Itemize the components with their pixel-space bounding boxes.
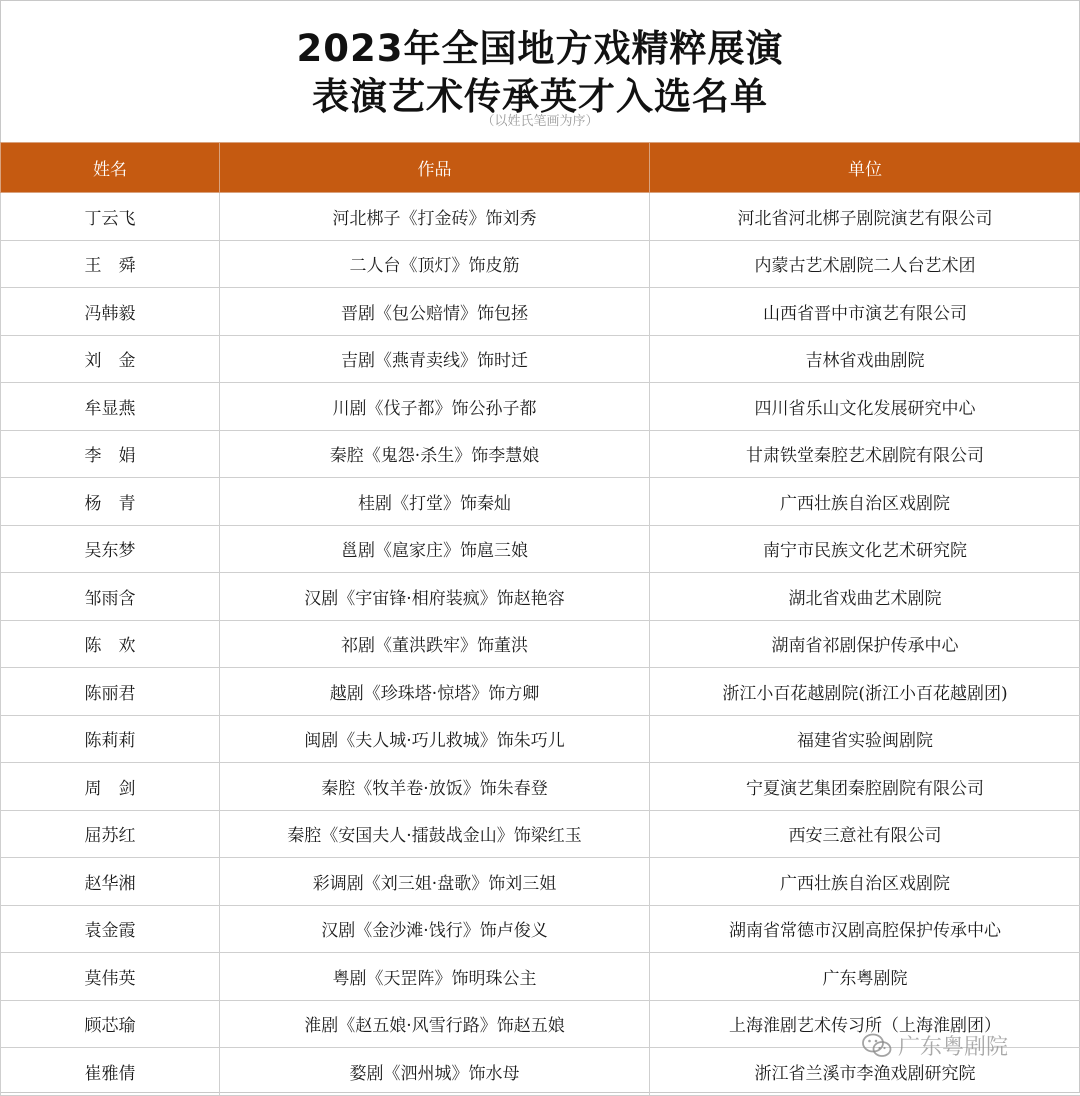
name-cell: 陈莉莉 (1, 715, 220, 763)
table-row (1, 193, 1080, 241)
unit-cell: 南宁市民族文化艺术研究院 (650, 525, 1080, 573)
name-cell: 崔雅倩 (1, 1048, 220, 1096)
work-cell: 川剧《伐子都》饰公孙子都 (220, 383, 650, 431)
table-row (1, 525, 1080, 573)
work-cell: 河北梆子《打金砖》饰刘秀 (220, 193, 650, 241)
watermark-text: 广东粤剧院 (898, 1030, 1008, 1061)
unit-cell: 吉林省戏曲剧院 (650, 335, 1080, 383)
name-cell: 牟显燕 (1, 383, 220, 431)
name-cell: 顾芯瑜 (1, 1000, 220, 1048)
table-row (1, 335, 1080, 383)
page-title-line1: 2023年全国地方戏精粹展演 (0, 18, 1080, 72)
work-cell: 淮剧《赵五娘·风雪行路》饰赵五娘 (220, 1000, 650, 1048)
unit-cell: 甘肃铁堂秦腔艺术剧院有限公司 (650, 430, 1080, 478)
page-title-line2: 表演艺术传承英才入选名单 (0, 66, 1080, 120)
watermark (862, 1030, 1008, 1061)
table-row (1, 383, 1080, 431)
work-cell: 祁剧《董洪跌牢》饰董洪 (220, 620, 650, 668)
name-cell: 丁云飞 (1, 193, 220, 241)
table-body (1, 193, 1080, 1096)
work-cell: 桂剧《打堂》饰秦灿 (220, 478, 650, 526)
work-cell: 晋剧《包公赔情》饰包拯 (220, 288, 650, 336)
column-header-unit: 单位 (650, 143, 1080, 193)
work-cell: 汉剧《金沙滩·饯行》饰卢俊义 (220, 905, 650, 953)
table-row (1, 668, 1080, 716)
table-row (1, 715, 1080, 763)
unit-cell: 上海淮剧艺术传习所（上海淮剧团） (650, 1000, 1080, 1048)
column-header-work: 作品 (220, 143, 650, 193)
table-row (1, 620, 1080, 668)
unit-cell: 浙江小百花越剧院(浙江小百花越剧团) (650, 668, 1080, 716)
name-cell: 吴东梦 (1, 525, 220, 573)
work-cell: 秦腔《安国夫人·擂鼓战金山》饰梁红玉 (220, 810, 650, 858)
name-cell: 陈丽君 (1, 668, 220, 716)
table-row (1, 858, 1080, 906)
name-cell: 周 剑 (1, 763, 220, 811)
work-cell: 闽剧《夫人城·巧儿救城》饰朱巧儿 (220, 715, 650, 763)
name-cell: 陈 欢 (1, 620, 220, 668)
name-cell: 冯韩毅 (1, 288, 220, 336)
work-cell: 秦腔《鬼怨·杀生》饰李慧娘 (220, 430, 650, 478)
unit-cell: 福建省实验闽剧院 (650, 715, 1080, 763)
table-row (1, 240, 1080, 288)
table-header-row (1, 143, 1080, 193)
name-cell: 邹雨含 (1, 573, 220, 621)
table-row (1, 430, 1080, 478)
name-cell: 袁金霞 (1, 905, 220, 953)
nominee-table (0, 142, 1080, 1096)
name-cell: 屈苏红 (1, 810, 220, 858)
work-cell: 粤剧《天罡阵》饰明珠公主 (220, 953, 650, 1001)
unit-cell: 广西壮族自治区戏剧院 (650, 478, 1080, 526)
unit-cell: 广东粤剧院 (650, 953, 1080, 1001)
table-row (1, 478, 1080, 526)
table-row (1, 905, 1080, 953)
page-subtitle: （以姓氏笔画为序） (0, 110, 1080, 129)
wechat-icon (862, 1033, 892, 1059)
unit-cell: 宁夏演艺集团秦腔剧院有限公司 (650, 763, 1080, 811)
unit-cell: 湖南省常德市汉剧高腔保护传承中心 (650, 905, 1080, 953)
work-cell: 婺剧《泗州城》饰水母 (220, 1048, 650, 1096)
name-cell: 刘 金 (1, 335, 220, 383)
unit-cell: 湖南省祁剧保护传承中心 (650, 620, 1080, 668)
name-cell: 王 舜 (1, 240, 220, 288)
unit-cell: 四川省乐山文化发展研究中心 (650, 383, 1080, 431)
table-row (1, 953, 1080, 1001)
name-cell: 莫伟英 (1, 953, 220, 1001)
table-row (1, 573, 1080, 621)
work-cell: 邕剧《扈家庄》饰扈三娘 (220, 525, 650, 573)
name-cell: 杨 青 (1, 478, 220, 526)
table-row (1, 288, 1080, 336)
unit-cell: 广西壮族自治区戏剧院 (650, 858, 1080, 906)
unit-cell: 山西省晋中市演艺有限公司 (650, 288, 1080, 336)
work-cell: 汉剧《宇宙锋·相府装疯》饰赵艳容 (220, 573, 650, 621)
unit-cell: 湖北省戏曲艺术剧院 (650, 573, 1080, 621)
work-cell: 越剧《珍珠塔·惊塔》饰方卿 (220, 668, 650, 716)
unit-cell: 浙江省兰溪市李渔戏剧研究院 (650, 1048, 1080, 1096)
work-cell: 二人台《顶灯》饰皮筋 (220, 240, 650, 288)
unit-cell: 内蒙古艺术剧院二人台艺术团 (650, 240, 1080, 288)
table-row (1, 810, 1080, 858)
work-cell: 秦腔《牧羊卷·放饭》饰朱春登 (220, 763, 650, 811)
table-row (1, 763, 1080, 811)
work-cell: 吉剧《燕青卖线》饰时迁 (220, 335, 650, 383)
column-header-name: 姓名 (1, 143, 220, 193)
unit-cell: 西安三意社有限公司 (650, 810, 1080, 858)
name-cell: 赵华湘 (1, 858, 220, 906)
name-cell: 李 娟 (1, 430, 220, 478)
work-cell: 彩调剧《刘三姐·盘歌》饰刘三姐 (220, 858, 650, 906)
unit-cell: 河北省河北梆子剧院演艺有限公司 (650, 193, 1080, 241)
